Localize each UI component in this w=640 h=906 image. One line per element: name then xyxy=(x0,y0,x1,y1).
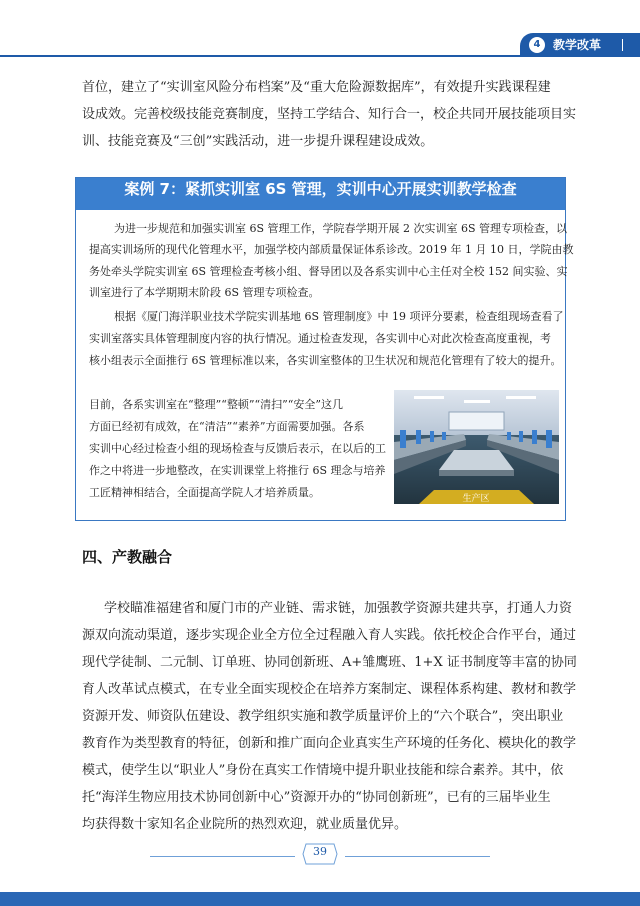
case-line: 根据《厦门海洋职业技术学院实训基地 6S 管理制度》中 19 项评分要素，检查组现场查看了 xyxy=(114,310,564,323)
floor-sign-text: 生产区 xyxy=(462,494,490,504)
case-line: 核小组表示全面推行 6S 管理标准以来，各实训室整体的卫生状况和规范化管理有了较大的提升。 xyxy=(89,354,562,367)
footer-band xyxy=(0,892,640,906)
case-line: 工匠精神相结合，全面提高学院人才培养质量。 xyxy=(89,486,320,499)
case-line: 实训室落实具体管理制度内容的执行情况。通过检查发现，各实训中心对此次检查高度重视，考 xyxy=(89,332,551,345)
body-line: 教育作为类型教育的特征，创新和推广面向企业真实生产环境的任务化、模块化的教学 xyxy=(82,736,577,751)
case-line: 训室进行了本学期期末阶段 6S 管理专项检查。 xyxy=(89,286,320,299)
footer-rule-left xyxy=(150,856,295,857)
body-line: 托“海洋生物应用技术协同创新中心”资源开办的“协同创新班”，已有的三届毕业生 xyxy=(82,790,551,805)
chapter-number: 4 xyxy=(529,37,545,53)
case-line: 务处牵头学院实训室 6S 管理检查考核小组、督导团以及各系实训中心主任对全校 152 间实验、实 xyxy=(89,265,568,278)
page-number: 39 xyxy=(313,845,327,858)
case-line: 目前，各系实训室在“整理”“整顿”“清扫”“安全”这几 xyxy=(89,398,343,411)
case-title: 案例 7：紧抓实训室 6S 管理，实训中心开展实训教学检查 xyxy=(124,180,517,198)
body-line: 源双向流动渠道，逐步实现企业全方位全过程融入育人实践。依托校企合作平台，通过 xyxy=(82,628,577,643)
chapter-divider xyxy=(622,39,623,51)
body-line: 现代学徒制、二元制、订单班、协同创新班、A+雏鹰班、1+X 证书制度等丰富的协同 xyxy=(82,655,577,670)
body-line: 育人改革试点模式，在专业全面实现校企在培养方案制定、课程体系构建、教材和教学 xyxy=(82,682,577,697)
body-line: 均获得数十家知名企业院所的热烈欢迎，就业质量优异。 xyxy=(82,817,408,832)
body-line: 学校瞄准福建省和厦门市的产业链、需求链，加强教学资源共建共享，打通人力资 xyxy=(104,601,573,616)
case-line: 提高实训场所的现代化管理水平，加强学校内部质量保证体系诊改。2019 年 1 月 10 日，学院由教 xyxy=(89,243,574,256)
case-line: 为进一步规范和加强实训室 6S 管理工作，学院春学期开展 2 次实训室 6S 管理专项检查，以 xyxy=(114,222,568,235)
footer-rule-right xyxy=(345,856,490,857)
body-line: 资源开发、师资队伍建设、教学组织实施和教学质量评价上的“六个联合”，突出职业 xyxy=(82,709,564,724)
case-line: 实训中心经过检查小组的现场检查与反馈后表示，在以后的工 xyxy=(89,442,386,455)
case-line: 方面已经初有成效，在“清洁”“素养”方面需要加强。各系 xyxy=(89,420,365,433)
chapter-title: 教学改革 xyxy=(553,38,602,52)
case-line: 作之中将进一步地整改，在实训课堂上将推行 6S 理念与培养 xyxy=(89,464,386,477)
intro-line: 设成效。完善校级技能竞赛制度，坚持工学结合、知行合一，校企共同开展技能项目实 xyxy=(82,107,577,122)
intro-line: 首位，建立了“实训室风险分布档案”及“重大危险源数据库”，有效提升实践课程建 xyxy=(82,80,551,95)
body-line: 模式，使学生以“职业人”身份在真实工作情境中提升职业技能和综合素养。其中，依 xyxy=(82,763,564,778)
case-box xyxy=(75,177,574,521)
section-heading: 四、产教融合 xyxy=(82,548,173,566)
intro-line: 训、技能竞赛及“三创”实践活动，进一步提升课程建设成效。 xyxy=(82,134,434,149)
training-room-photo xyxy=(394,390,559,504)
